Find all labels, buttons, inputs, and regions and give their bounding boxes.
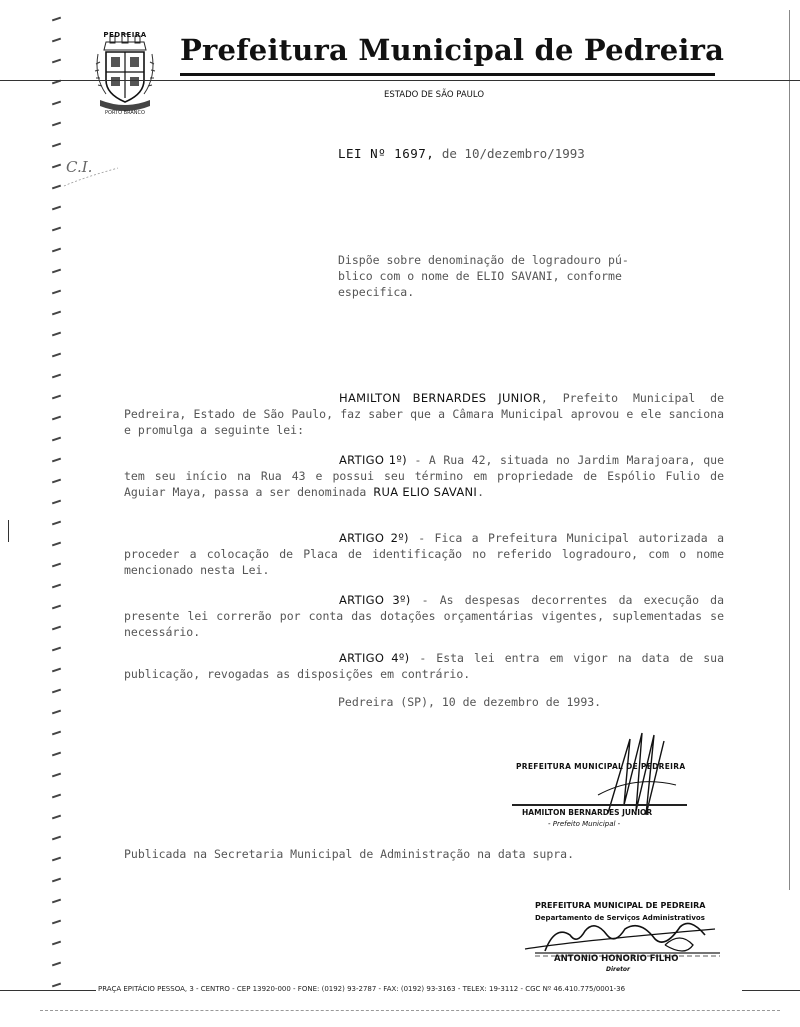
margin-tick (52, 878, 61, 883)
margin-tick (52, 668, 61, 673)
margin-tick (52, 101, 61, 106)
margin-tick (52, 353, 61, 358)
law-summary (338, 252, 728, 300)
article-1 (124, 452, 724, 500)
article-2 (124, 530, 724, 578)
margin-tick (52, 500, 61, 505)
article-tail: . (477, 485, 485, 499)
margin-tick (52, 290, 61, 295)
right-margin-line (789, 10, 790, 890)
margin-tick (52, 983, 61, 988)
law-date: de 10/dezembro/1993 (434, 146, 585, 161)
article-label: ARTIGO 3º) (339, 593, 411, 607)
department-stamp-subtitle: Departamento de Serviços Administrativos (535, 914, 705, 922)
margin-tick (52, 584, 61, 589)
director-signature-role: Diretor (606, 966, 631, 973)
left-margin-mark (8, 520, 9, 542)
letterhead-subtitle: ESTADO DE SÃO PAULO (384, 90, 485, 100)
article-text: - A Rua 42, situada no Jardim Marajoara, que tem seu início na Rua 43 e possui seu término em propriedade de Espólio Fulio de Aguiar Maya, passa a ser denominada (124, 453, 725, 499)
margin-tick (52, 941, 61, 946)
opening-paragraph (124, 390, 724, 438)
header-rule (0, 80, 800, 81)
article-label: ARTIGO 4º) (339, 651, 410, 665)
margin-tick (52, 437, 61, 442)
street-name: RUA ELIO SAVANI (373, 485, 478, 499)
article-4 (124, 650, 724, 682)
margin-tick (52, 458, 61, 463)
handwritten-note-text: C.I. (66, 158, 93, 176)
director-signature (515, 905, 725, 985)
margin-tick (52, 815, 61, 820)
margin-tick (52, 59, 61, 64)
margin-tick (52, 38, 61, 43)
margin-tick (52, 185, 61, 190)
summary-line: blico com o nome de ELIO SAVANI, conforme (338, 269, 622, 283)
footer-rule-left (0, 990, 96, 991)
margin-tick (52, 710, 61, 715)
margin-tick (52, 731, 61, 736)
margin-tick (52, 626, 61, 631)
margin-tick (52, 836, 61, 841)
law-number: LEI Nº 1697, (338, 146, 435, 161)
margin-tick (52, 164, 61, 169)
summary-line: Dispõe sobre denominação de logradouro pú- (338, 253, 629, 267)
city-crest-icon (92, 32, 158, 114)
place-and-date: Pedreira (SP), 10 de dezembro de 1993. (338, 695, 602, 709)
handwritten-note (62, 150, 122, 195)
margin-tick (52, 521, 61, 526)
mayor-signature-role: - Prefeito Municipal - (548, 820, 621, 828)
mayor-signature-name: HAMILTON BERNARDES JUNIOR (522, 808, 653, 817)
margin-tick (52, 17, 61, 22)
margin-tick (52, 248, 61, 253)
margin-tick (52, 920, 61, 925)
department-stamp-title: PREFEITURA MUNICIPAL DE PEDREIRA (535, 901, 706, 910)
margin-tick (52, 899, 61, 904)
title-underline (180, 73, 715, 76)
article-label: ARTIGO 1º) (339, 453, 407, 467)
law-title (338, 146, 585, 161)
article-text: - Fica a Prefeitura Municipal autorizada a proceder a colocação de Placa de identificação no referido logradouro, com o nome mencionado nesta Lei. (124, 531, 724, 577)
margin-tick (52, 227, 61, 232)
crest-name: PEDREIRA (103, 31, 147, 39)
margin-tick (52, 206, 61, 211)
margin-tick (52, 143, 61, 148)
signature-line (512, 804, 687, 806)
margin-tick (52, 395, 61, 400)
margin-tick (52, 857, 61, 862)
crest-caption: PORTO BRANCO (105, 110, 145, 116)
margin-tick (52, 479, 61, 484)
article-label: ARTIGO 2º) (339, 531, 409, 545)
left-margin-ticks (0, 0, 70, 1027)
article-text: - Esta lei entra em vigor na data de sua publicação, revogadas as disposições em contrário. (124, 651, 724, 681)
footer-rule-right (742, 990, 800, 991)
mayor-name: HAMILTON BERNARDES JUNIOR (339, 391, 541, 405)
margin-tick (52, 605, 61, 610)
margin-tick (52, 416, 61, 421)
article-text: - As despesas decorrentes da execução da presente lei correrão por conta das dotações orçamentárias vigentes, suplementadas se necessário. (124, 593, 724, 639)
director-signature-name: ANTONIO HONORIO FILHO (554, 954, 679, 964)
footer-address: PRAÇA EPITÁCIO PESSOA, 3 - CENTRO - CEP 13920-000 - FONE: (0192) 93-2787 - FAX: (0192) 93-3163 - TELEX: 19-3112 - CGC Nº 46.410.775/0001-36 (98, 985, 626, 993)
margin-tick (52, 752, 61, 757)
margin-tick (52, 794, 61, 799)
margin-tick (52, 311, 61, 316)
article-3 (124, 592, 724, 640)
margin-tick (52, 332, 61, 337)
margin-tick (52, 647, 61, 652)
summary-line: especifica. (338, 285, 415, 299)
publication-note: Publicada na Secretaria Municipal de Administração na data supra. (124, 847, 575, 861)
margin-tick (52, 962, 61, 967)
mayor-stamp: PREFEITURA MUNICIPAL DE PEDREIRA (516, 762, 686, 771)
margin-tick (52, 563, 61, 568)
letterhead-title: Prefeitura Municipal de Pedreira (180, 33, 725, 67)
margin-tick (52, 689, 61, 694)
opening-text: , Prefeito Municipal de Pedreira, Estado de São Paulo, faz saber que a Câmara Municipal aprovou e ele sanciona e promulga a seguinte lei: (124, 391, 725, 437)
margin-tick (52, 773, 61, 778)
margin-tick (52, 542, 61, 547)
margin-tick (52, 122, 61, 127)
bottom-dashed-line (40, 1010, 780, 1011)
margin-tick (52, 374, 61, 379)
margin-tick (52, 269, 61, 274)
